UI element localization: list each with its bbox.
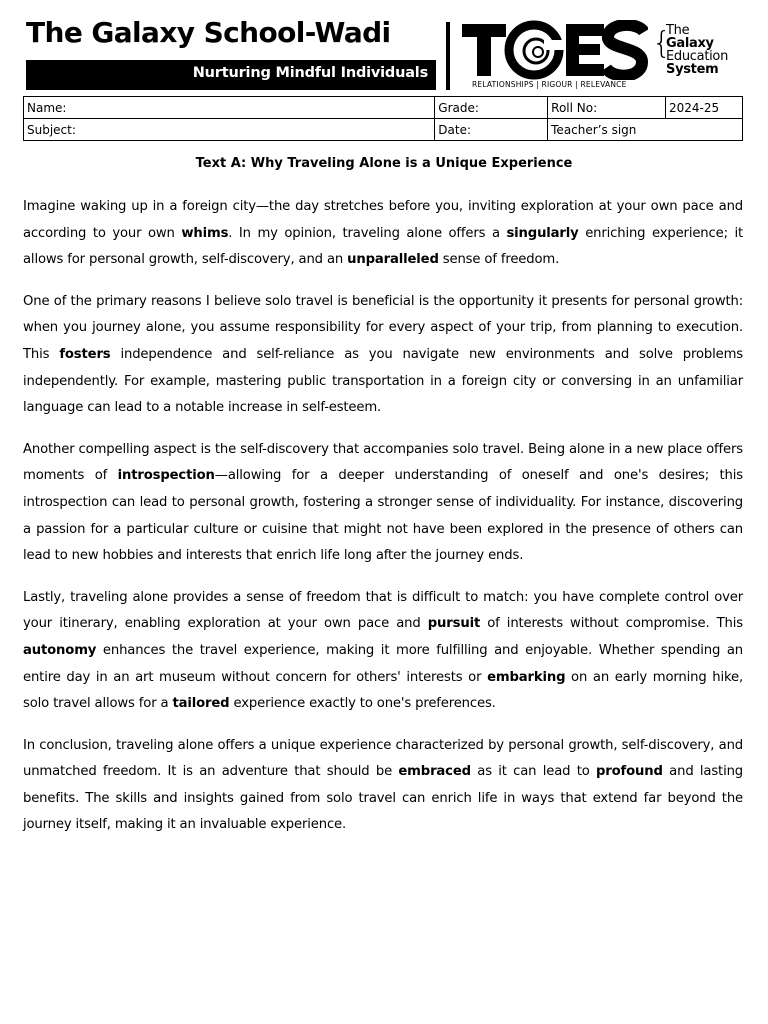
body-paragraph <box>23 585 743 718</box>
teacher-sign-field[interactable]: Teacher’s sign <box>548 119 743 141</box>
bold-word: fosters <box>59 346 111 362</box>
student-info-table <box>23 96 743 141</box>
document-title: Text A: Why Traveling Alone is a Unique Experience <box>195 156 573 171</box>
text-run: Another compelling aspect is the self-discovery that accompanies solo travel. Being alone in a new place offers moments of <box>23 441 743 484</box>
bold-word: whims <box>181 225 229 241</box>
bold-word: pursuit <box>427 616 481 632</box>
body-paragraph <box>23 289 743 422</box>
text-run: Lastly, traveling alone provides a sense of freedom that is difficult to match: you have complete control over your itinerary, enabling exploration at your own pace and <box>23 589 743 632</box>
school-name: The Galaxy School-Wadi <box>26 16 391 49</box>
bold-word: singularly <box>506 225 579 241</box>
education-system-name <box>666 24 728 76</box>
text-run: independence and self-reliance as you navigate new environments and solve problems independently. For example, mastering public transportation in a foreign city or conversing in an unfamiliar language can lead to a notable increase in self-esteem. <box>23 346 743 416</box>
text-run: In conclusion, traveling alone offers a unique experience characterized by personal growth, self-discovery, and unmatched freedom. It is an adventure that should be <box>23 737 743 780</box>
subject-field[interactable]: Subject: <box>24 119 435 141</box>
academic-year: 2024-25 <box>666 97 743 119</box>
school-tagline: Nurturing Mindful Individuals <box>192 65 428 81</box>
bold-word: autonomy <box>23 642 97 658</box>
text-run: sense of freedom. <box>438 252 560 268</box>
text-run: on an early morning hike, solo travel allows for a <box>23 669 744 712</box>
document-body <box>23 194 743 854</box>
name-field[interactable]: Name: <box>24 97 435 119</box>
bold-word: unparalleled <box>347 252 439 268</box>
text-run: enhances the travel experience, making it more fulfilling and enjoyable. Whether spending an entire day in an art museum without concern for others' interests or <box>23 642 743 685</box>
body-paragraph <box>23 194 743 274</box>
brace-icon: { <box>652 26 672 61</box>
bold-word: introspection <box>117 468 215 484</box>
text-run: enriching experience; it allows for personal growth, self-discovery, and an <box>23 225 743 268</box>
text-run: as it can lead to <box>470 764 596 780</box>
body-paragraph <box>23 437 743 570</box>
bold-word: tailored <box>172 696 230 712</box>
text-run: Imagine waking up in a foreign city—the day stretches before you, inviting exploration at your own pace and according to your own <box>23 199 743 241</box>
bold-word: embraced <box>398 764 471 780</box>
roll-no-field[interactable]: Roll No: <box>548 97 666 119</box>
bold-word: profound <box>596 764 663 780</box>
tges-logo <box>458 20 648 80</box>
tagline-bar <box>26 60 436 90</box>
text-run: . In my opinion, traveling alone offers a <box>228 225 507 241</box>
logo-subtitle: RELATIONSHIPS | RIGOUR | RELEVANCE <box>472 80 627 89</box>
grade-field[interactable]: Grade: <box>435 97 548 119</box>
system-name-line: Galaxy <box>666 36 714 51</box>
text-run: One of the primary reasons I believe solo travel is beneficial is the opportunity it presents for personal growth: when you journey alone, you assume responsibility for every aspect of your trip, from planning to execution. This <box>23 293 743 362</box>
table-row <box>24 119 743 141</box>
text-run: —allowing for a deeper understanding of oneself and one's desires; this introspection can lead to personal growth, fostering a stronger sense of individuality. For instance, discovering a passion for a particular culture or cuisine that might not have been explored in the presence of others can lead to new hobbies and interests that enrich life long after the journey ends. <box>23 468 744 564</box>
text-run: experience exactly to one's preferences. <box>229 696 496 712</box>
table-row <box>24 97 743 119</box>
page-header <box>0 0 768 96</box>
system-name-line: System <box>666 62 719 77</box>
text-run: of interests without compromise. This <box>480 616 743 632</box>
logo-divider <box>446 22 450 90</box>
system-name-line: Education <box>666 49 729 64</box>
system-name-line: The <box>666 23 690 38</box>
body-paragraph <box>23 733 743 839</box>
text-run: and lasting benefits. The skills and insights gained from solo travel can enrich life in ways that extend far beyond the journey itself, making it an invaluable experience. <box>23 764 744 833</box>
date-field[interactable]: Date: <box>435 119 548 141</box>
bold-word: embarking <box>487 669 566 685</box>
